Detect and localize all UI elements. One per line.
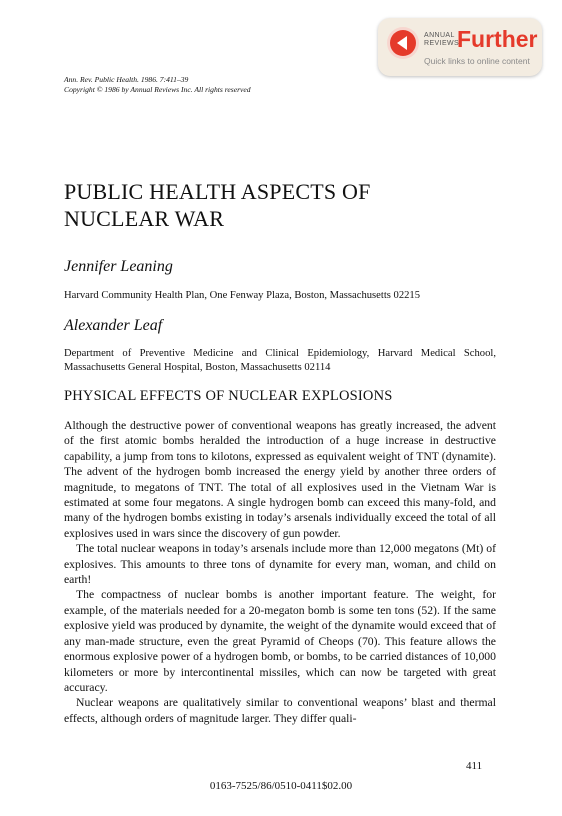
annual-reviews-further-badge[interactable]: [378, 18, 542, 76]
author-name: Alexander Leaf: [64, 317, 163, 334]
author-affiliation: Department of Preventive Medicine and Clinical Epidemiology, Harvard Medical School, Massachusetts General Hospital, Boston, Massachusetts 02114: [64, 348, 496, 373]
article-body: [64, 418, 496, 726]
badge-subtitle: Quick links to online content: [424, 56, 530, 66]
paragraph: Although the destructive power of conventional weapons has greatly increased, the advent of the first atomic bombs heralded the introduction of a huge increase in destructive capability, a jump from tons to kilotons, expressed as equivalent weight of TNT (dynamite). The advent of the hydrogen bomb increased the energy yield by another three orders of magnitude, to megatons of TNT. The total of all explosives used in the Vietnam War is estimated at some four megatons. A single hydrogen bomb can exceed this many-fold, and many of the hydrogen bombs existing in today’s arsenals individually exceed the total of all explosives used in wars since the discovery of gun powder.: [64, 419, 496, 540]
article-title: PUBLIC HEALTH ASPECTS OF NUCLEAR WAR: [64, 179, 371, 231]
section-heading: PHYSICAL EFFECTS OF NUCLEAR EXPLOSIONS: [64, 388, 393, 404]
page-number: 411: [466, 760, 483, 772]
journal-header: [64, 75, 251, 95]
badge-further-text: Further: [457, 26, 538, 52]
citation: Ann. Rev. Public Health. 1986. 7:411–39: [64, 75, 189, 84]
paragraph: The total nuclear weapons in today’s arsenals include more than 12,000 megatons (Mt) of explosives. This amounts to three tons of dynamite for every man, woman, and child on earth!: [64, 542, 496, 587]
badge-publisher: ANNUAL REVIEWS: [424, 32, 460, 47]
footer-code: 0163-7525/86/0510-0411$02.00: [209, 780, 353, 792]
author-name: Jennifer Leaning: [64, 258, 173, 275]
paragraph: The compactness of nuclear bombs is another important feature. The weight, for example, of the materials needed for a 20-megaton bomb is some ten tons (52). If the same explosive yield was produced by dynamite, the weight of the dynamite would exceed that of any man-made structure, even the great Pyramid of Cheops (70). This feature allows the enormous explosive power of a hydrogen bomb, or bombs, to be carried distances of 10,000 kilometers or more by intercontinental missiles, which can now be targeted with great accuracy.: [64, 588, 496, 694]
copyright: Copyright © 1986 by Annual Reviews Inc. All rights reserved: [64, 85, 251, 94]
paragraph: Nuclear weapons are qualitatively similar to conventional weapons’ blast and thermal effects, although orders of magnitude larger. They differ quali-: [64, 696, 496, 725]
author-affiliation: Harvard Community Health Plan, One Fenway Plaza, Boston, Massachusetts 02215: [64, 290, 421, 301]
back-arrow-icon: [390, 30, 416, 56]
